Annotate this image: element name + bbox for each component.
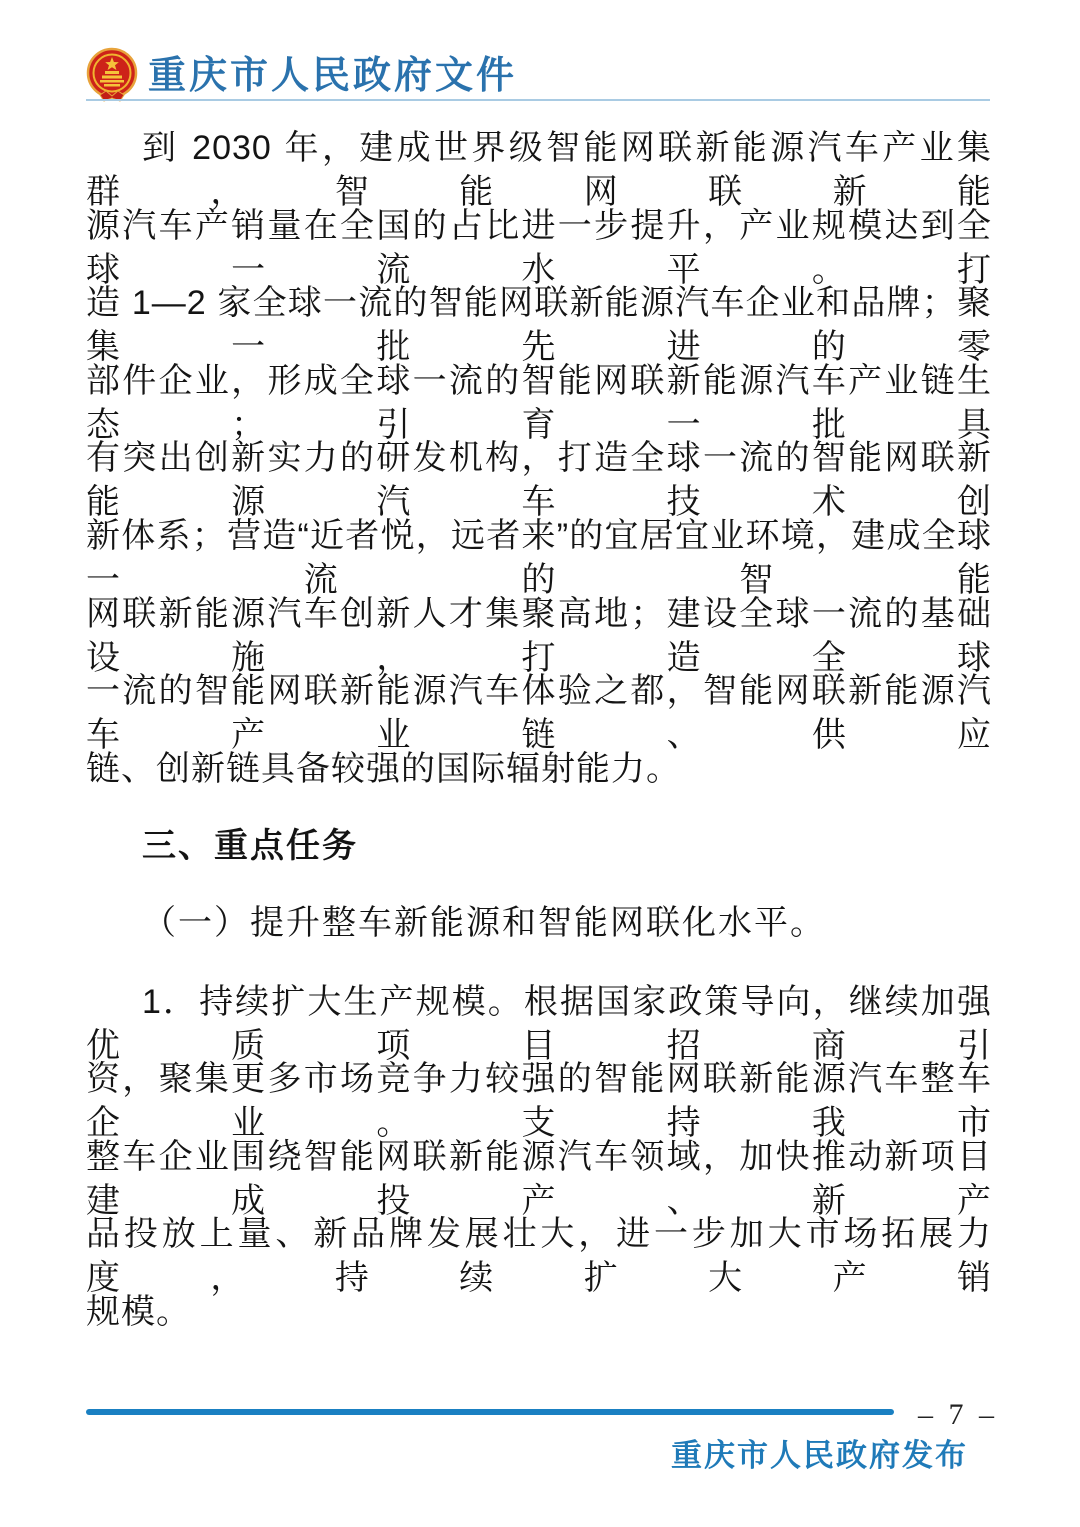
publisher-line: 重庆市人民政府发布 (671, 1438, 968, 1473)
document-header-title: 重庆市人民政府文件 (148, 55, 518, 97)
doc-line: 源汽车产销量在全国的占比进一步提升，产业规模达到全球一流水平。打 (86, 206, 992, 289)
page-header (86, 46, 992, 106)
doc-line: 规模。 (86, 1292, 191, 1331)
china-national-emblem-icon (86, 46, 138, 106)
doc-line: 1．持续扩大生产规模。根据国家政策导向，继续加强优质项目招商引 (86, 982, 992, 1065)
subsection-heading: （一）提升整车新能源和智能网联化水平。 (142, 904, 826, 942)
section-heading: 三、重点任务 (142, 827, 358, 866)
doc-line: 有突出创新实力的研发机构，打造全球一流的智能网联新能源汽车技术创 (86, 439, 992, 522)
doc-line: 新体系；营造“近者悦，远者来”的宜居宜业环境，建成全球一流的智能 (86, 516, 992, 599)
document-body (86, 126, 992, 1368)
doc-line: 资，聚集更多市场竞争力较强的智能网联新能源汽车整车企业。支持我市 (86, 1060, 992, 1143)
doc-line: 整车企业围绕智能网联新能源汽车领域，加快推动新项目建成投产、新产 (86, 1137, 992, 1220)
doc-line: 部件企业，形成全球一流的智能网联新能源汽车产业链生态；引育一批具 (86, 361, 992, 444)
doc-line: 网联新能源汽车创新人才集聚高地；建设全球一流的基础设施，打造全球 (86, 594, 992, 677)
doc-line: 到 2030 年，建成世界级智能网联新能源汽车产业集群，智能网联新能 (86, 129, 992, 211)
footer-divider (86, 1409, 894, 1415)
doc-line: 造 1—2 家全球一流的智能网联新能源汽车企业和品牌；聚集一批先进的零 (86, 284, 992, 367)
doc-line: 一流的智能网联新能源汽车体验之都，智能网联新能源汽车产业链、供应 (86, 672, 992, 755)
page-number: – 7 – (918, 1398, 998, 1431)
doc-line: 品投放上量、新品牌发展壮大，进一步加大市场拓展力度，持续扩大产销 (86, 1215, 992, 1298)
header-divider (86, 99, 990, 101)
doc-line: 链、创新链具备较强的国际辐射能力。 (86, 749, 681, 788)
